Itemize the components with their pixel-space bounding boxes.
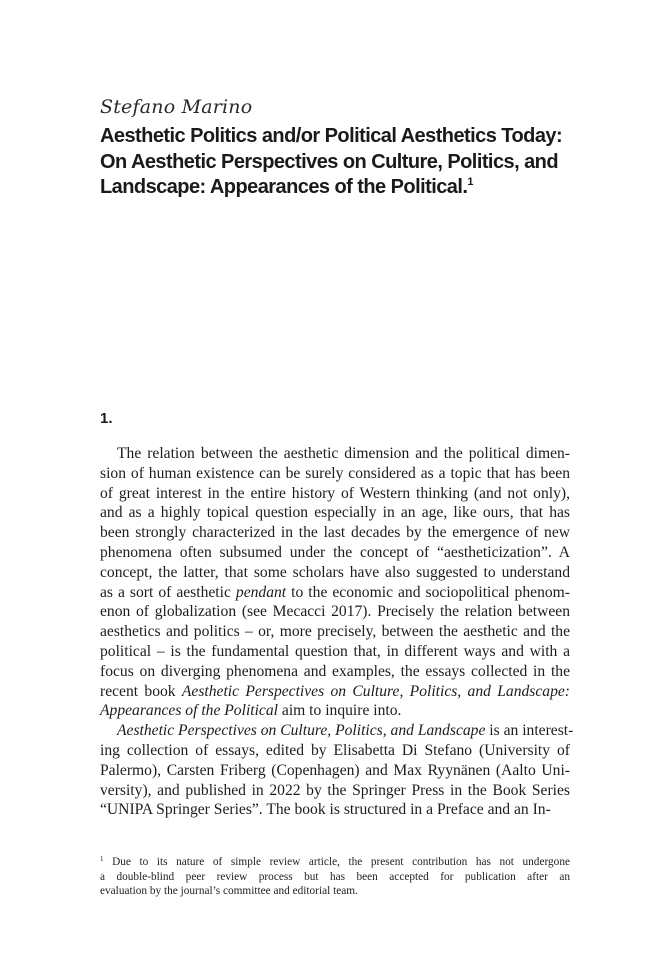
paragraph-1-line: Appearances of the Political aim to inquire into. — [100, 702, 402, 720]
italic-text: Aesthetic Perspectives on Culture, Politics, and Landscape: — [181, 682, 570, 700]
paragraph-1-line: recent book Aesthetic Perspectives on Culture, Politics, and Landscape: — [100, 682, 570, 700]
paragraph-2-line: versity), and published in 2022 by the Springer Press in the Book Series — [100, 781, 570, 799]
italic-text: pendant — [235, 583, 287, 601]
paragraph-1-line: been strongly characterized in the last decades by the emergence of new — [100, 524, 570, 542]
paragraph-2-line: ing collection of essays, edited by Elisabetta Di Stefano (University of — [100, 741, 570, 759]
paragraph-2-line: Aesthetic Perspectives on Culture, Politics, and Landscape is an interest- — [117, 722, 574, 740]
paragraph-1-line: focus on diverging phenomena and examples, the essays collected in the — [100, 662, 570, 680]
paragraph-2 — [100, 721, 574, 820]
paragraph-1-line: enon of globalization (see Mecacci 2017). Precisely the relation between — [100, 603, 570, 621]
title-line-text: Landscape: Appearances of the Political. — [100, 176, 468, 198]
paragraph-1-line: phenomena often subsumed under the concept of “aestheticization”. A — [100, 543, 570, 561]
paragraph-1-line: as a sort of aesthetic pendant to the economic and sociopolitical phenom- — [100, 583, 570, 601]
paragraph-2-line: “UNIPA Springer Series”. The book is structured in a Preface and an In- — [100, 801, 551, 819]
paragraph-1-line: of great interest in the entire history of Western thinking (and not only), — [100, 484, 570, 502]
paragraph-1-line: aesthetics and politics – or, more precisely, between the aesthetic and the — [100, 623, 570, 641]
paragraph-1-line: The relation between the aesthetic dimension and the political dimen- — [117, 445, 570, 462]
italic-text: Appearances of the Political — [100, 702, 278, 720]
body-text — [100, 444, 574, 820]
footnote-marker: 1 — [100, 855, 104, 863]
title-line: On Aesthetic Perspectives on Culture, Politics, and — [100, 150, 559, 173]
paragraph-2-line: Palermo), Carsten Friberg (Copenhagen) and Max Ryynänen (Aalto Uni- — [100, 761, 570, 779]
footnote-line: evaluation by the journal’s committee and editorial team. — [100, 885, 358, 897]
article-title — [100, 124, 570, 201]
paragraph-1-line: political – is the fundamental question that, in different ways and with a — [100, 642, 570, 660]
paragraph-1-line: and as a highly topical question especially in an age, like ours, that has — [100, 504, 570, 522]
section-number: 1. — [100, 410, 113, 427]
italic-text: Aesthetic Perspectives on Culture, Politics, and Landscape — [117, 722, 486, 740]
footnote-text: Due to its nature of simple review article, the present contribution has not undergone — [103, 856, 570, 868]
footnote-line: a double-blind peer review process but has been accepted for publication after an — [100, 870, 570, 883]
title-line: Aesthetic Politics and/or Political Aesthetics Today: — [100, 125, 563, 147]
title-footnote-marker[interactable]: 1 — [467, 176, 474, 188]
title-line — [100, 175, 570, 201]
paragraph-1-line: sion of human existence can be surely considered as a topic that has been — [100, 464, 570, 482]
paragraph-1-line: concept, the latter, that some scholars have also suggested to understand — [100, 563, 570, 581]
footnote-line — [100, 855, 570, 870]
paragraph-1 — [100, 444, 570, 721]
author-name: Stefano Marino — [100, 96, 253, 118]
footnote — [100, 855, 570, 899]
